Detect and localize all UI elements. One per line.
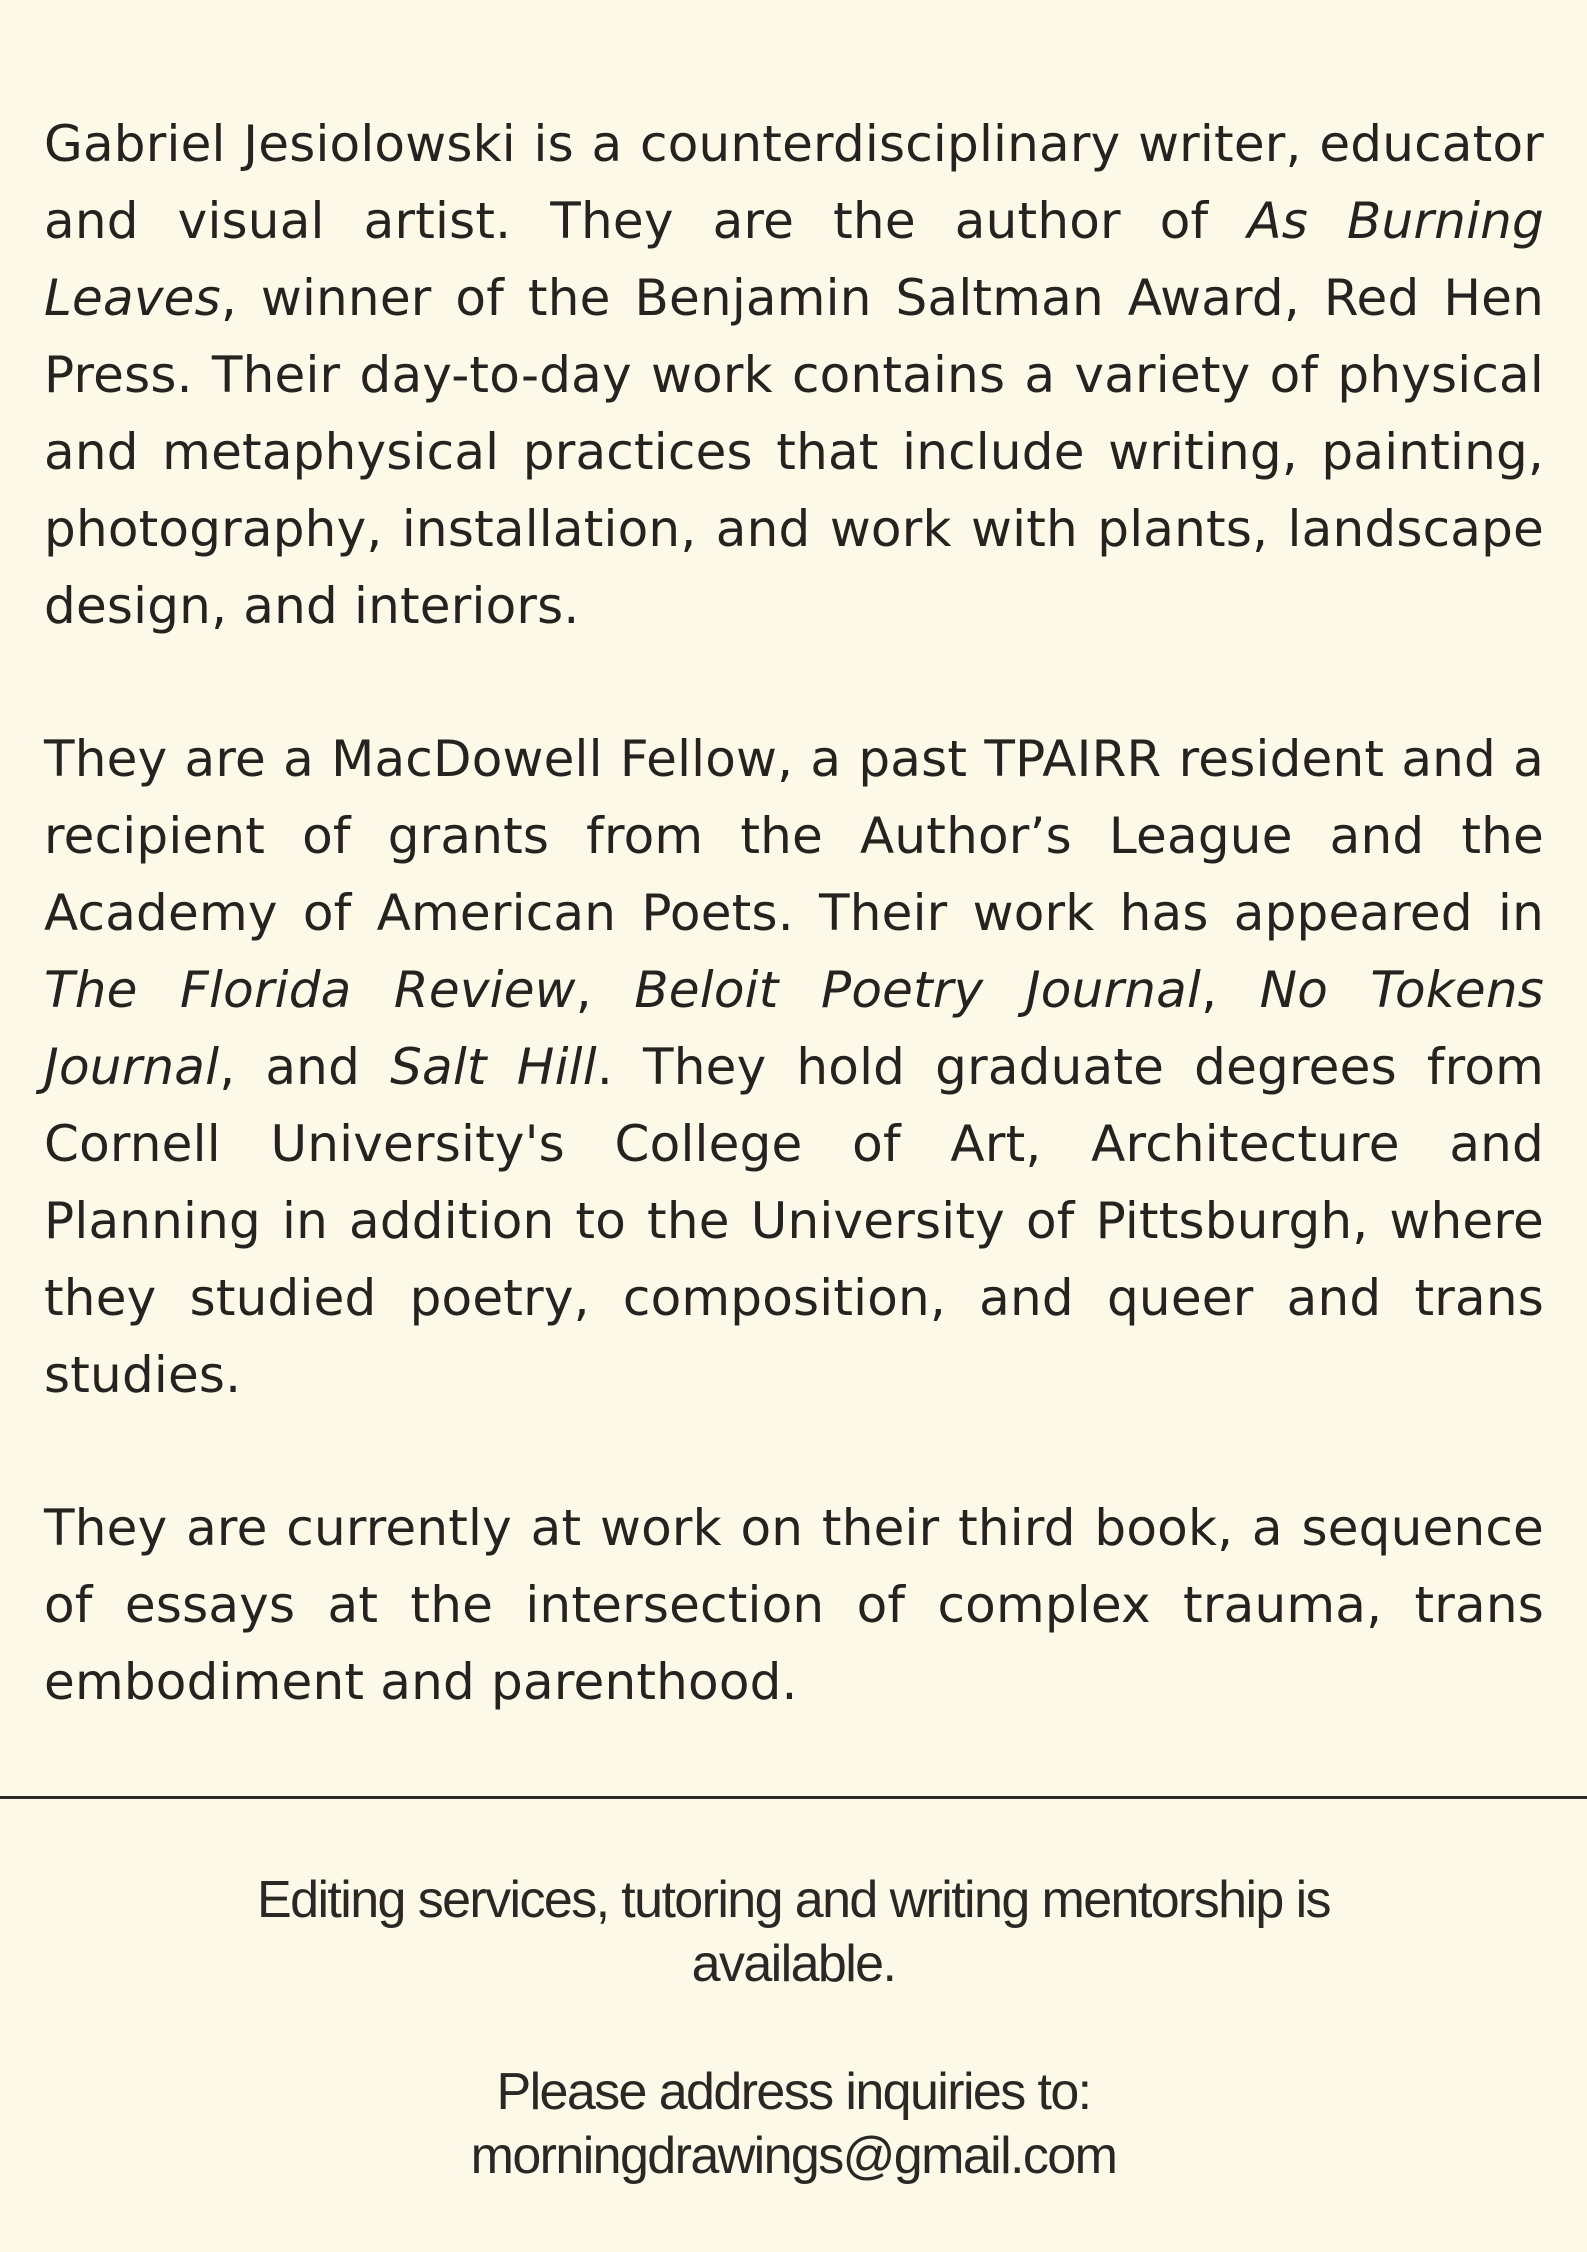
services-note-line-1: Editing services, tutoring and writing mentorship is — [257, 1871, 1330, 1929]
contact-footer — [0, 1868, 1587, 2252]
section-divider — [0, 1796, 1587, 1799]
separator: , — [1201, 961, 1260, 1019]
separator: , and — [219, 1038, 391, 1096]
inquiries-label: Please address inquiries to: — [496, 2063, 1091, 2121]
contact-email[interactable]: morningdrawings@gmail.com — [470, 2127, 1117, 2185]
journal-title: Salt Hill — [390, 1038, 597, 1096]
services-note — [0, 1868, 1587, 1996]
bio-intro-text: Gabriel Jesiolowski is a counterdisciplinary writer, educator and visual artist. They are the author of — [44, 115, 1544, 250]
bio-paragraph-intro — [44, 106, 1544, 645]
bio-paragraph-current-work: They are currently at work on their third book, a sequence of essays at the intersection of complex trauma, trans embodiment and parenthood. — [44, 1499, 1544, 1711]
bio-honors-text-cont: . They hold graduate degrees from Cornell University's College of Art, Architecture and Planning in addition to the University of Pittsburgh, where they studied poetry, composition, and queer and trans studies. — [44, 1038, 1545, 1404]
journal-title: The Florida Review — [44, 961, 576, 1019]
journal-title: Beloit Poetry Journal — [634, 961, 1202, 1019]
separator: , — [575, 961, 635, 1019]
bio-intro-text-cont: , winner of the Benjamin Saltman Award, Red Hen Press. Their day-to-day work contains a variety of physical and metaphysical practices that include writing, painting, photography, installation, and work with plants, landscape design, and interiors. — [44, 269, 1544, 635]
services-note-line-2: available. — [691, 1935, 896, 1993]
bio-honors-text: They are a MacDowell Fellow, a past TPAIRR resident and a recipient of grants from the Author’s League and the Academy of American Poets. Their work has appeared in — [44, 730, 1544, 942]
inquiries-block — [0, 2060, 1587, 2188]
bio-paragraph-honors — [44, 721, 1544, 1414]
bio-section — [44, 106, 1544, 1721]
book-title: As Burning Leaves — [44, 192, 1544, 327]
journal-title: No Tokens Journal — [44, 961, 1545, 1096]
